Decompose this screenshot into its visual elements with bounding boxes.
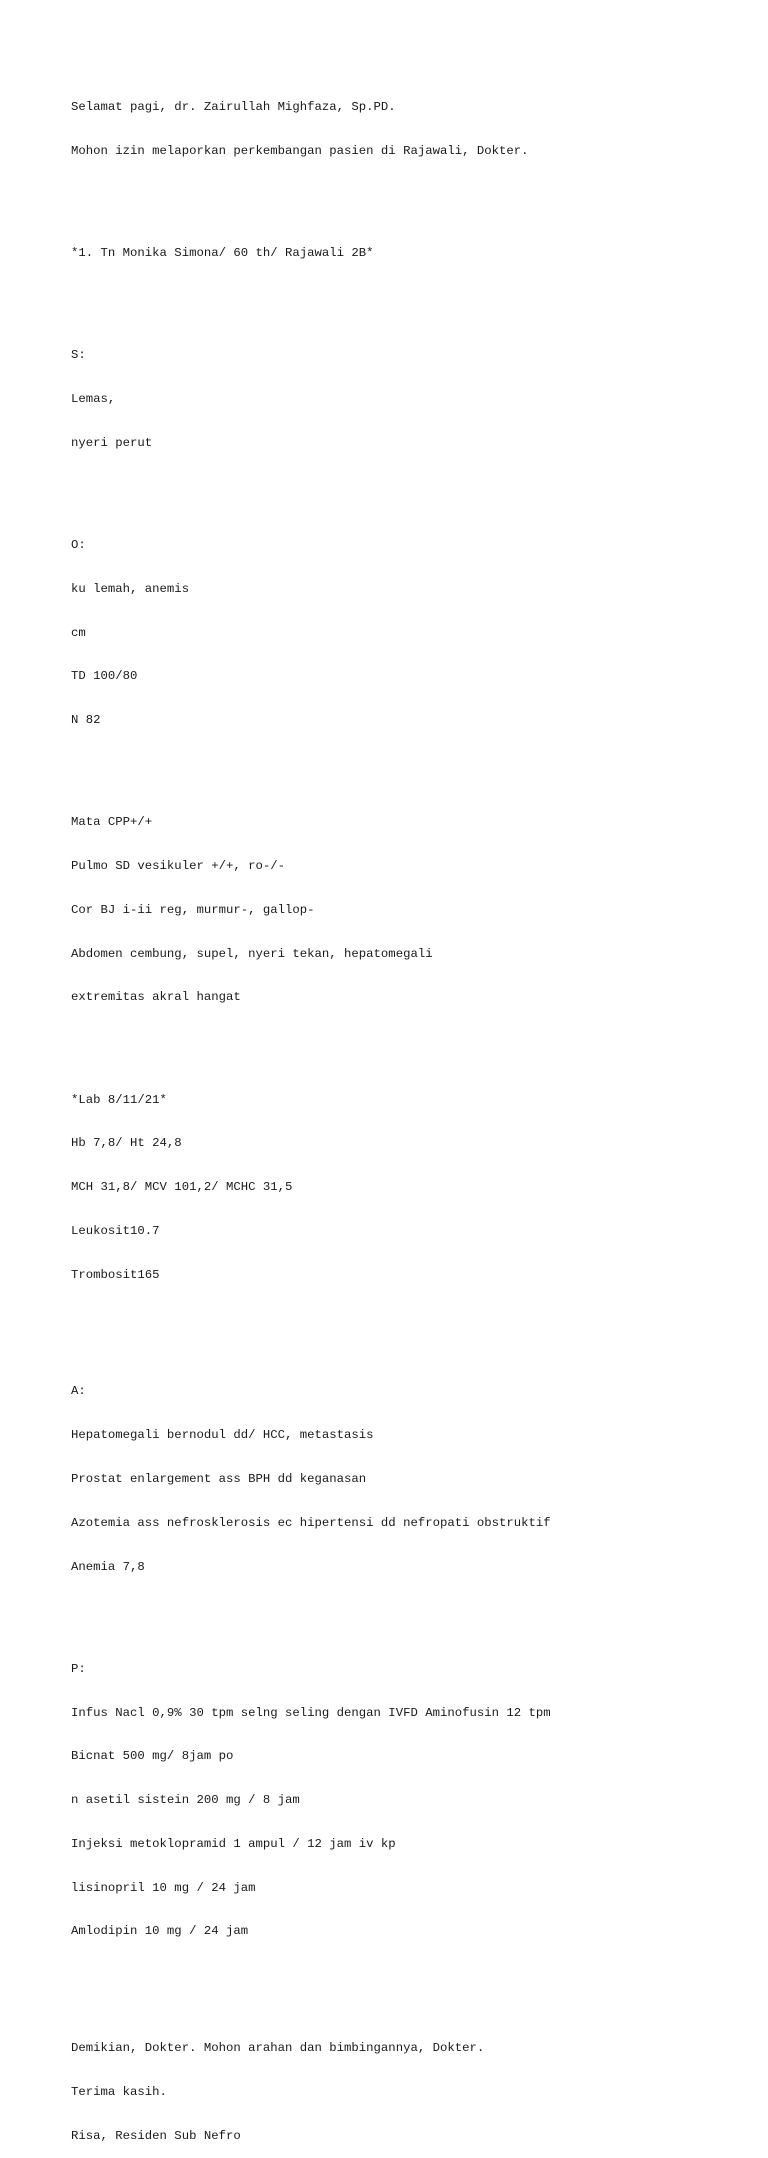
lab-line: MCH 31,8/ MCV 101,2/ MCHC 31,5 (71, 1180, 293, 1195)
lab-line: Hb 7,8/ Ht 24,8 (71, 1136, 182, 1151)
lab-line: Trombosit165 (71, 1267, 160, 1282)
plan-line: Bicnat 500 mg/ 8jam po (71, 1749, 234, 1764)
plan-line: Amlodipin 10 mg / 24 jam (71, 1924, 249, 1939)
objective-label: O: (71, 538, 86, 552)
vitals-line: TD 100/80 (71, 669, 138, 684)
vitals-line: ku lemah, anemis (71, 581, 190, 596)
report-document (71, 71, 751, 2158)
closing-line: Demikian, Dokter. Mohon arahan dan bimbingannya, Dokter. (71, 2041, 485, 2056)
plan-line: Injeksi metoklopramid 1 ampul / 12 jam iv kp (71, 1836, 396, 1851)
lab-title: *Lab 8/11/21* (71, 1092, 167, 1107)
exam-line: extremitas akral hangat (71, 990, 241, 1005)
blank-line (71, 1603, 751, 1618)
assessment-line: Azotemia ass nefrosklerosis ec hipertensi dd nefropati obstruktif (71, 1515, 551, 1530)
subjective-line: Lemas, (71, 392, 116, 407)
intro-line: Mohon izin melaporkan perkembangan pasien di Rajawali, Dokter. (71, 143, 529, 158)
blank-line (71, 188, 751, 203)
blank-line (71, 480, 751, 495)
blank-line (71, 1034, 751, 1049)
blank-line (71, 757, 751, 772)
thanks-line: Terima kasih. (71, 2084, 167, 2099)
exam-line: Pulmo SD vesikuler +/+, ro-/- (71, 859, 286, 874)
patient-header: *1. Tn Monika Simona/ 60 th/ Rajawali 2B* (71, 246, 374, 261)
plan-line: n asetil sistein 200 mg / 8 jam (71, 1793, 300, 1808)
exam-line: Mata CPP+/+ (71, 815, 153, 830)
plan-line: Infus Nacl 0,9% 30 tpm selng seling dengan IVFD Aminofusin 12 tpm (71, 1705, 551, 1720)
vitals-line: N 82 (71, 713, 101, 728)
assessment-line: Hepatomegali bernodul dd/ HCC, metastasis (71, 1428, 374, 1443)
assessment-label: A: (71, 1384, 86, 1399)
blank-line (71, 290, 751, 305)
assessment-line: Prostat enlargement ass BPH dd keganasan (71, 1472, 367, 1486)
vitals-line: cm (71, 625, 86, 640)
signature: Risa, Residen Sub Nefro (71, 2128, 241, 2143)
greeting-line: Selamat pagi, dr. Zairullah Mighfaza, Sp.PD. (71, 100, 396, 115)
subjective-line: nyeri perut (71, 435, 153, 450)
plan-label: P: (71, 1661, 86, 1676)
exam-line: Abdomen cembung, supel, nyeri tekan, hepatomegali (71, 946, 433, 961)
exam-line: Cor BJ i-ii reg, murmur-, gallop- (71, 902, 315, 917)
plan-line: lisinopril 10 mg / 24 jam (71, 1880, 256, 1895)
lab-line: Leukosit10.7 (71, 1223, 160, 1238)
blank-line (71, 1311, 751, 1340)
subjective-label: S: (71, 348, 86, 363)
blank-line (71, 1968, 751, 1997)
assessment-line: Anemia 7,8 (71, 1559, 145, 1574)
